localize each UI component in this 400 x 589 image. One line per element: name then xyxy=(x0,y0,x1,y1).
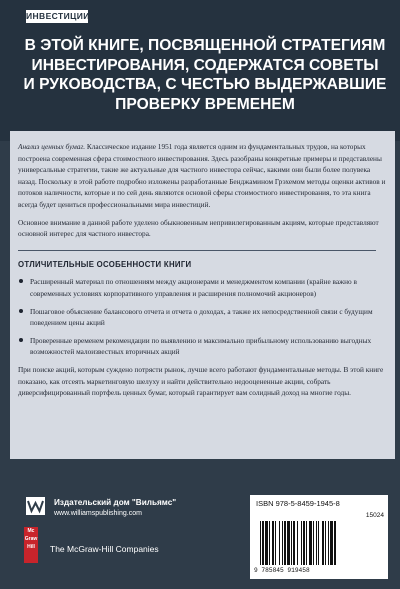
barcode-bar xyxy=(306,521,307,565)
intro-paragraph xyxy=(18,141,386,211)
header-band xyxy=(0,0,400,141)
barcode-bar xyxy=(309,521,312,565)
feature-text: Пошаговое объяснение балансового отчета и отчета о доходах, а также их непосредственной связи с будущим поведением цены акций xyxy=(30,306,373,328)
intro-text: Классическое издание 1951 года является одним из фундаментальных трудов, на которых построена современная сфера стоимостного инвестирования. Здесь разобраны конкретные примеры и представлены универсальные стратегии, такие же актуальные для частного инвестора сейчас, какими они были более полувека назад. Поскольку в этой работе подробно изложены разработанные Бенджамином Грэхемом методы оценки активов и потоков наличности, которые и по сей день являются основой сферы стоимостного инвестирования, то эта книга всегда будет цениться профессиональными мира инвестиций. xyxy=(18,142,386,209)
barcode-bar xyxy=(325,521,326,565)
barcode-bars xyxy=(254,521,384,567)
bullet-icon xyxy=(19,279,23,283)
barcode-bar xyxy=(282,521,283,565)
barcode-bar xyxy=(275,521,276,565)
barcode-bar xyxy=(265,521,268,565)
feature-item xyxy=(18,335,386,358)
headline-line: В ЭТОЙ КНИГЕ, ПОСВЯЩЕННОЙ СТРАТЕГИЯМ xyxy=(24,37,386,54)
headline xyxy=(14,36,396,114)
focus-paragraph: Основное внимание в данной работе уделено обыкновенным непривилегированным акциям, которые представляют основной интерес для частного инвестора. xyxy=(18,217,379,239)
book-title-italic: Анализ ценных бумаг. xyxy=(18,142,86,151)
headline-line: ПРОВЕРКУ ВРЕМЕНЕМ xyxy=(115,95,295,113)
barcode-bar xyxy=(284,521,286,565)
headline-line: И РУКОВОДСТВА, С ЧЕСТЬЮ ВЫДЕРЖАВШИЕ xyxy=(23,76,387,93)
barcode-bar xyxy=(260,521,261,565)
williams-logo-icon xyxy=(26,497,45,515)
barcode-bar xyxy=(318,521,319,565)
mcgraw-logo-text: Hill xyxy=(27,544,35,550)
barcode-digits: 9 785845 919458 xyxy=(254,567,310,574)
features-heading: ОТЛИЧИТЕЛЬНЫЕ ОСОБЕННОСТИ КНИГИ xyxy=(18,259,192,269)
barcode-bar xyxy=(272,521,274,565)
barcode-panel xyxy=(250,495,388,579)
description-body xyxy=(18,141,386,405)
barcode-bar xyxy=(287,521,290,565)
barcode-bar xyxy=(334,521,336,565)
barcode-bar xyxy=(293,521,295,565)
bullet-icon xyxy=(19,309,23,313)
barcode-bar xyxy=(303,521,305,565)
barcode-bar xyxy=(316,521,317,565)
closing-paragraph: При поиске акций, которым суждено потрясти рынок, лучше всего работают фундаментальные методы. В этой книге показано, как отсеять маркетинговую шелуху и найти действительно недооцененные акции, собрать диверсифицированный портфель ценных бумаг, который гарантирует вам солидный доход на многие годы. xyxy=(18,364,384,398)
barcode-bar xyxy=(297,521,298,565)
feature-item xyxy=(18,306,386,329)
publisher-block xyxy=(26,497,206,525)
headline-line: ИНВЕСТИРОВАНИЯ, СОДЕРЖАТСЯ СОВЕТЫ xyxy=(31,56,379,74)
publisher-name: Издательский дом "Вильямс" xyxy=(54,498,177,507)
barcode-bar xyxy=(291,521,292,565)
mcgraw-hill-name: The McGraw-Hill Companies xyxy=(50,544,159,554)
publisher-url: www.williamspublishing.com xyxy=(54,510,142,517)
barcode-bar xyxy=(313,521,314,565)
price-code: 15024 xyxy=(365,512,384,519)
barcode-bar xyxy=(269,521,270,565)
barcode-bar xyxy=(322,521,324,565)
mcgraw-logo-text: Graw xyxy=(24,536,38,542)
bullet-icon xyxy=(19,338,23,342)
barcode-bar xyxy=(330,521,333,565)
feature-item xyxy=(18,276,386,299)
features-list xyxy=(18,276,386,358)
barcode-bar xyxy=(328,521,329,565)
divider xyxy=(18,250,376,251)
feature-text: Проверенные временем рекомендации по выявлению и максимально прибыльному использованию выгодных возможностей малоизвестных вторичных акций xyxy=(30,335,372,357)
category-label: ИНВЕСТИЦИИ xyxy=(26,11,90,21)
feature-text: Расширенный материал по отношениям между акционерами и менеджментом компании (крайне важно в современных условиях корпоративного управления и расширения полномочий акционеров) xyxy=(30,277,357,298)
isbn-text: ISBN 978-5-8459-1945-8 xyxy=(256,499,340,508)
mcgraw-logo-text: Mc xyxy=(27,528,35,534)
mcgraw-hill-logo xyxy=(24,527,38,563)
barcode-bar xyxy=(262,521,264,565)
barcode-bar xyxy=(301,521,302,565)
barcode-bar xyxy=(279,521,280,565)
